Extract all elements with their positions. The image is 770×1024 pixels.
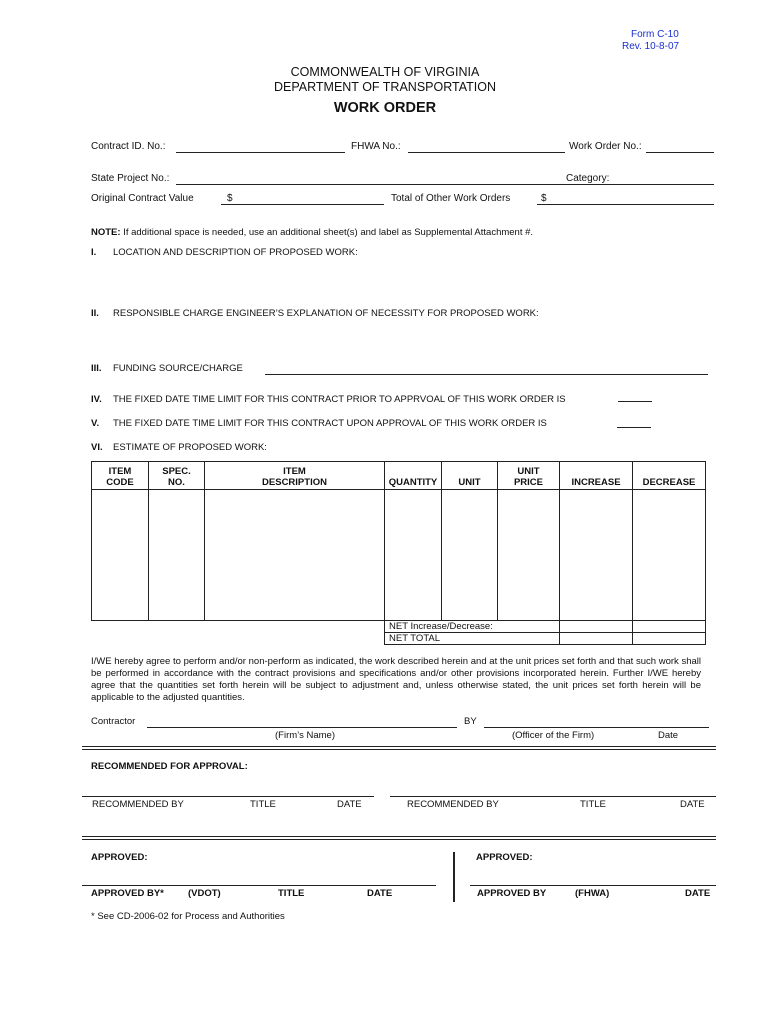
cell-item-code[interactable]	[92, 490, 149, 621]
contractor-firm-field[interactable]	[147, 727, 457, 728]
fhwa-no-label: FHWA No.:	[351, 141, 401, 152]
recommended-title-right-label: TITLE	[580, 799, 606, 810]
contractor-date-caption: Date	[658, 730, 679, 741]
cell-item-description[interactable]	[205, 490, 385, 621]
original-contract-value-label: Original Contract Value	[91, 193, 194, 204]
section-2-number: II.	[91, 308, 99, 319]
net-total-decrease-value[interactable]	[633, 633, 706, 645]
col-increase: INCREASE	[560, 462, 633, 490]
revision-date: Rev. 10-8-07	[622, 41, 680, 52]
recommended-by-right-label: RECOMMENDED BY	[407, 799, 499, 810]
cell-unit-price[interactable]	[498, 490, 560, 621]
section-1-number: I.	[91, 247, 97, 258]
net-decrease-value[interactable]	[633, 621, 706, 633]
funding-source-field[interactable]	[265, 374, 708, 375]
form-id: Form C-10	[631, 29, 679, 40]
work-order-no-field[interactable]	[646, 152, 714, 153]
net-total-row	[92, 633, 706, 645]
approval-divider	[453, 852, 455, 902]
divider-1	[82, 746, 716, 750]
recommended-date-left-label: DATE	[337, 799, 362, 810]
section-3-number: III.	[91, 363, 102, 374]
footnote: * See CD-2006-02 for Process and Authorities	[91, 911, 285, 922]
by-label: BY	[464, 716, 477, 727]
contractor-label: Contractor	[91, 716, 136, 727]
work-order-no-label: Work Order No.:	[569, 141, 642, 152]
recommended-title-left-label: TITLE	[250, 799, 276, 810]
approved-left-heading: APPROVED:	[91, 852, 148, 863]
section-4-text: THE FIXED DATE TIME LIMIT FOR THIS CONTRACT PRIOR TO APPRVOAL OF THIS WORK ORDER IS	[113, 394, 566, 405]
col-quantity: QUANTITY	[385, 462, 442, 490]
net-increase-row	[92, 621, 706, 633]
col-unit-price: UNIT PRICE	[498, 462, 560, 490]
state-project-no-label: State Project No.:	[91, 173, 170, 184]
approved-date-left-label: DATE	[367, 888, 393, 899]
dollar-sign-1: $	[227, 193, 233, 204]
table-header-row	[92, 462, 706, 490]
section-5-text: THE FIXED DATE TIME LIMIT FOR THIS CONTRACT UPON APPROVAL OF THIS WORK ORDER IS	[113, 418, 547, 429]
header-line-2: DEPARTMENT OF TRANSPORTATION	[273, 80, 496, 94]
cell-decrease[interactable]	[633, 490, 706, 621]
divider-2	[82, 836, 716, 840]
time-limit-upon-field[interactable]	[617, 427, 651, 428]
estimate-table	[91, 461, 706, 645]
original-contract-value-field[interactable]	[221, 204, 384, 205]
section-1-text: LOCATION AND DESCRIPTION OF PROPOSED WORK:	[113, 247, 358, 258]
state-project-no-field[interactable]	[176, 184, 714, 185]
time-limit-prior-field[interactable]	[618, 401, 652, 402]
col-unit: UNIT	[442, 462, 498, 490]
recommended-by-left-field[interactable]	[82, 796, 374, 797]
page-title: WORK ORDER	[333, 100, 437, 116]
col-spec-no: SPEC. NO.	[149, 462, 205, 490]
section-4-number: IV.	[91, 394, 102, 405]
col-decrease: DECREASE	[633, 462, 706, 490]
net-total-increase-value[interactable]	[560, 633, 633, 645]
recommended-by-left-label: RECOMMENDED BY	[92, 799, 184, 810]
contract-id-field[interactable]	[176, 152, 345, 153]
section-5-number: V.	[91, 418, 100, 429]
agreement-text: I/WE hereby agree to perform and/or non-perform as indicated, the work described herein and at the unit prices set forth and that such work shall be performed in accordance with the contract provisions and specifications and/or other provisions incorporated herein. Further I/WE hereby agree that the quantities set forth herein will be subject to adjustment and, unless otherwise stated, the unit prices set forth herein will be applicable to the adjusted quantities.	[91, 656, 701, 703]
approved-date-right-label: DATE	[685, 888, 711, 899]
fhwa-no-field[interactable]	[408, 152, 565, 153]
net-increase-label: NET Increase/Decrease:	[385, 621, 560, 633]
total-other-work-orders-field[interactable]	[537, 204, 714, 205]
cell-increase[interactable]	[560, 490, 633, 621]
approved-org-right-label: (FHWA)	[575, 888, 610, 899]
approved-by-right-label: APPROVED BY	[477, 888, 547, 899]
note-text: If additional space is needed, use an additional sheet(s) and label as Supplemental Attachment #.	[120, 227, 534, 238]
col-item-code: ITEM CODE	[92, 462, 149, 490]
approved-right-heading: APPROVED:	[476, 852, 533, 863]
recommended-by-right-field[interactable]	[390, 796, 716, 797]
officer-caption: (Officer of the Firm)	[512, 730, 595, 741]
approved-org-left-label: (VDOT)	[188, 888, 221, 899]
section-6-text: ESTIMATE OF PROPOSED WORK:	[113, 442, 267, 453]
cell-spec-no[interactable]	[149, 490, 205, 621]
approved-by-vdot-field[interactable]	[82, 885, 436, 886]
cell-unit[interactable]	[442, 490, 498, 621]
contractor-officer-field[interactable]	[484, 727, 709, 728]
section-2-text: RESPONSIBLE CHARGE ENGINEER’S EXPLANATION OF NECESSITY FOR PROPOSED WORK:	[113, 308, 539, 319]
approved-title-left-label: TITLE	[278, 888, 305, 899]
note	[91, 227, 533, 238]
recommended-heading: RECOMMENDED FOR APPROVAL:	[91, 761, 248, 772]
approved-by-fhwa-field[interactable]	[470, 885, 716, 886]
approved-by-left-label: APPROVED BY*	[91, 888, 164, 899]
firm-name-caption: (Firm’s Name)	[275, 730, 335, 741]
table-body-row	[92, 490, 706, 621]
note-label: NOTE:	[91, 227, 121, 238]
category-label: Category:	[566, 173, 610, 184]
cell-quantity[interactable]	[385, 490, 442, 621]
total-other-work-orders-label: Total of Other Work Orders	[391, 193, 511, 204]
net-increase-value[interactable]	[560, 621, 633, 633]
header-line-1: COMMONWEALTH OF VIRGINIA	[290, 65, 480, 79]
dollar-sign-2: $	[541, 193, 547, 204]
contract-id-label: Contract ID. No.:	[91, 141, 166, 152]
col-item-description: ITEM DESCRIPTION	[205, 462, 385, 490]
section-3-text: FUNDING SOURCE/CHARGE	[113, 363, 243, 374]
net-total-label: NET TOTAL	[385, 633, 560, 645]
recommended-date-right-label: DATE	[680, 799, 705, 810]
section-6-number: VI.	[91, 442, 103, 453]
